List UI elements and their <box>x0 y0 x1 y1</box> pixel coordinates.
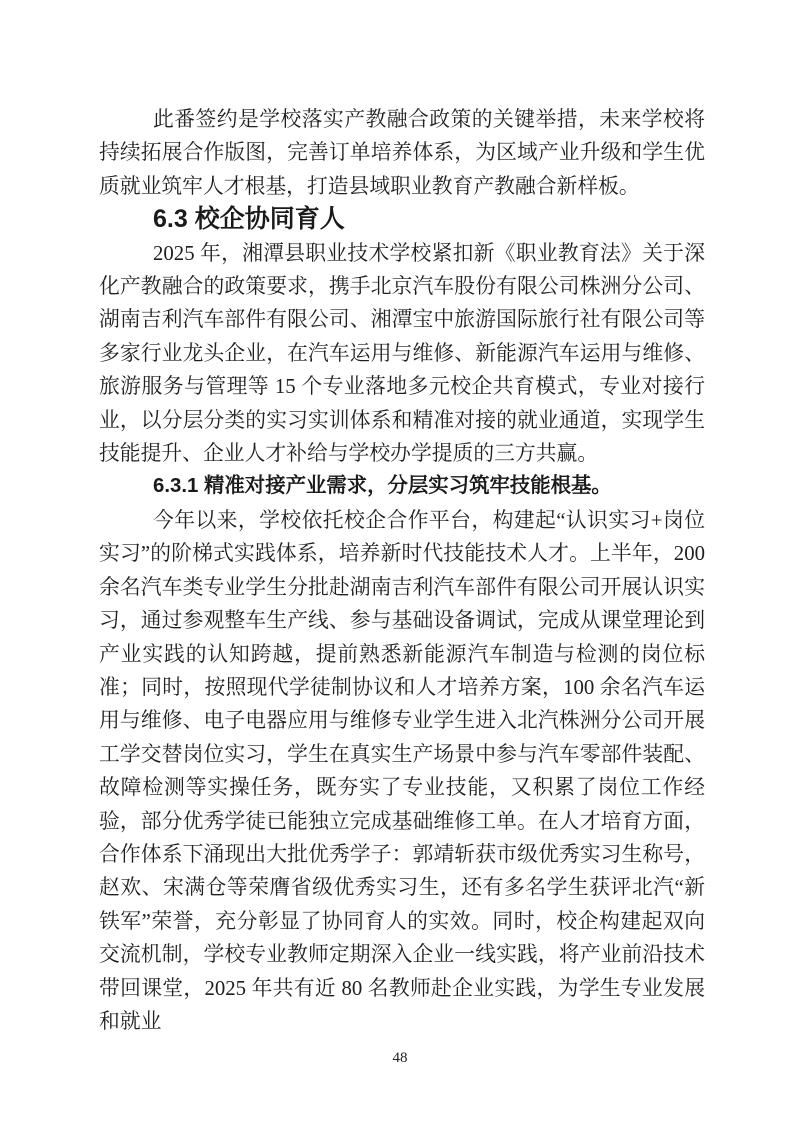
subsection-heading: 6.3.1 精准对接产业需求，分层实习筑牢技能根基。 <box>153 475 612 498</box>
body-paragraph: 2025 年，湘潭县职业技术学校紧扣新《职业教育法》关于深化产教融合的政策要求，携手北京汽车股份有限公司株洲分公司、湖南吉利汽车部件有限公司、湘潭宝中旅游国际旅行社有限公司等多家行业龙头企业，在汽车运用与维修、新能源汽车运用与维修、旅游服务与管理等 15 个专业落地多元校企共育模式，专业对接行业，以分层分类的实习实训体系和精准对接的就业通道，实现学生技能提升、企业人才补给与学校办学提质的三方共赢。 <box>99 241 705 466</box>
section-heading: 6.3 校企协同育人 <box>153 205 345 234</box>
body-paragraph: 今年以来，学校依托校企合作平台，构建起“认识实习+岗位实习”的阶梯式实践体系，培养新时代技能技术人才。上半年，200 余名汽车类专业学生分批赴湖南吉利汽车部件有限公司开展认识实习，通过参观整车生产线、参与基础设备调试，完成从课堂理论到产业实践的认知跨越，提前熟悉新能源汽车制造与检测的岗位标准；同时，按照现代学徒制协议和人才培养方案，100 余名汽车运用与维修、电子电器应用与维修专业学生进入北汽株洲分公司开展工学交替岗位实习，学生在真实生产场景中参与汽车零部件装配、故障检测等实操任务，既夯实了专业技能，又积累了岗位工作经验，部分优秀学徒已能独立完成基础维修工单。在人才培育方面，合作体系下涌现出大批优秀学子：郭靖斩获市级优秀实习生称号，赵欢、宋满仓等荣膺省级优秀实习生，还有多名学生获评北汽“新铁军”荣誉，充分彰显了协同育人的实效。同时，校企构建起双向交流机制，学校专业教师定期深入企业一线实践，将产业前沿技术带回课堂，2025 年共有近 80 名教师赴企业实践，为学生专业发展和就业 <box>99 508 705 1033</box>
body-paragraph: 此番签约是学校落实产教融合政策的关键举措，未来学校将持续拓展合作版图，完善订单培养体系，为区域产业升级和学生优质就业筑牢人才根基，打造县域职业教育产教融合新样板。 <box>99 108 705 198</box>
document-content <box>99 103 705 1038</box>
page-number: 48 <box>392 1050 408 1066</box>
